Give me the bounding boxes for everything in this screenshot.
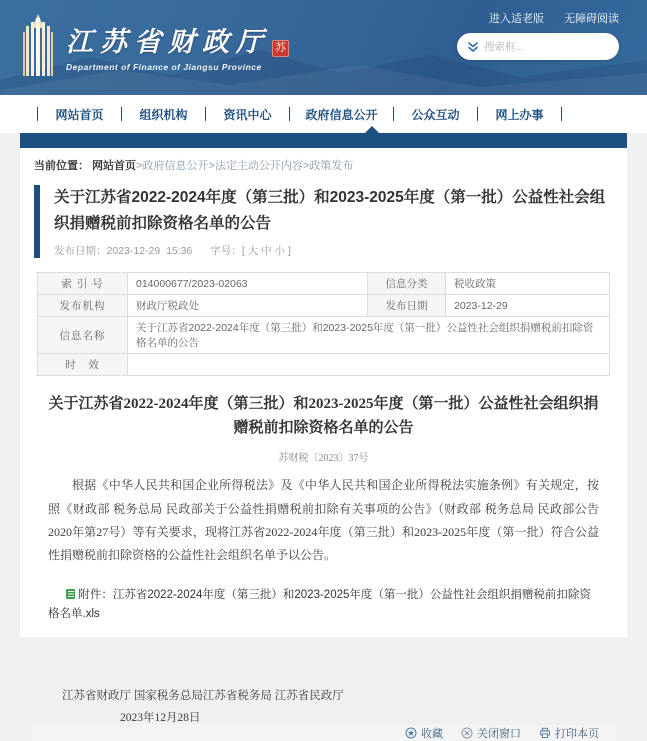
breadcrumb-prefix: 当前位置： (34, 160, 89, 172)
meta-value-info-name: 关于江苏省2022-2024年度（第三批）和2023-2025年度（第一批）公益性社会组织捐赠税前扣除资格名单的公告 (128, 317, 610, 354)
nav-item-public-interaction[interactable] (394, 106, 477, 123)
attachment-link[interactable]: 江苏省2022-2024年度（第三批）和2023-2025年度（第一批）公益性社会组织捐赠税前扣除资格名单.xls (48, 588, 591, 621)
table-row (38, 295, 610, 317)
nav-underline-bar (20, 133, 627, 148)
site-title-english: Department of Finance of Jiangsu Province (66, 62, 262, 72)
publish-date-label: 发布日期： (54, 245, 107, 258)
publish-date: 2023-12-29 (106, 245, 161, 258)
building-icon (18, 14, 58, 78)
publish-meta (54, 243, 613, 258)
printer-icon (539, 727, 551, 739)
breadcrumb-separator: > (208, 160, 215, 172)
breadcrumb (32, 148, 615, 179)
nav-divider (561, 107, 562, 121)
meta-value-issuing-agency: 财政厅税政处 (128, 295, 368, 317)
document-meta-table (37, 272, 610, 376)
table-row (38, 273, 610, 295)
article-body: 根据《中华人民共和国企业所得税法》及《中华人民共和国企业所得税法实施条例》有关规定，按照《财政部 税务总局 民政部关于公益性捐赠税前扣除有关事项的公告》（财政部 税务总局 民政部公告2020年第27号）等有关要求，现将江苏省2022-2024年度（第三批）和2023-2025年度（第一批）符合公益性捐赠税前扣除资格的公益性社会组织名单予以公告。 (48, 478, 599, 563)
print-page-label: 打印本页 (555, 727, 599, 740)
site-banner (0, 0, 647, 95)
elder-version-link[interactable]: 进入适老版 (489, 13, 544, 25)
seal-icon: 苏 (272, 40, 289, 57)
sign-date: 2023年12月28日 (120, 711, 201, 724)
top-utility-links (489, 10, 619, 26)
nav-item-label: 政府信息公开 (305, 107, 378, 122)
active-nav-pointer (365, 126, 379, 133)
page-title: 关于江苏省2022-2024年度（第三批）和2023-2025年度（第一批）公益性社会组织捐赠税前扣除资格名单的公告 (54, 189, 606, 232)
content-card (20, 148, 627, 740)
nav-item-label: 资讯中心 (223, 107, 272, 122)
breadcrumb-policy-release[interactable]: 政策发布 (309, 160, 354, 172)
close-icon (461, 727, 473, 739)
meta-value-validity (128, 354, 610, 376)
site-logo[interactable] (18, 14, 289, 78)
close-window-button[interactable] (461, 725, 521, 741)
nav-item-info-disclosure[interactable] (290, 106, 393, 123)
fontsize-medium-button[interactable]: 中 (261, 245, 272, 258)
nav-item-label: 网上办事 (495, 107, 544, 122)
favorite-label: 收藏 (421, 727, 443, 740)
fontsize-label: 字号： (210, 245, 242, 258)
breadcrumb-separator: > (302, 160, 310, 172)
nav-item-organization[interactable] (122, 106, 205, 123)
nav-item-label: 公众互动 (411, 107, 460, 122)
nav-item-online-services[interactable] (478, 106, 561, 123)
meta-label-category: 信息分类 (368, 273, 446, 295)
breadcrumb-statutory-disclosure[interactable]: 法定主动公开内容 (214, 160, 303, 172)
breadcrumb-home[interactable]: 网站首页 (92, 160, 137, 172)
excel-file-icon (66, 589, 75, 599)
publish-time: 15:36 (166, 245, 193, 258)
meta-label-index-number: 索 引 号 (38, 273, 128, 295)
star-icon (405, 727, 417, 739)
meta-value-publish-date: 2023-12-29 (446, 295, 610, 317)
search-box[interactable] (457, 33, 619, 60)
meta-label-issuing-agency: 发布机构 (38, 295, 128, 317)
favorite-button[interactable] (405, 725, 443, 741)
chevron-double-down-icon[interactable] (466, 40, 480, 54)
print-page-button[interactable] (539, 725, 599, 741)
bracket: [ (241, 245, 245, 258)
breadcrumb-info-disclosure[interactable]: 政府信息公开 (142, 160, 209, 172)
close-window-label: 关闭窗口 (477, 727, 521, 740)
table-row (38, 317, 610, 354)
breadcrumb-separator: > (136, 160, 143, 172)
fontsize-large-button[interactable]: 大 (247, 245, 259, 258)
meta-label-publish-date: 发布日期 (368, 295, 446, 317)
article-document-number: 苏财税〔2023〕37号 (278, 453, 369, 465)
attachment-line (48, 586, 599, 625)
table-row (38, 354, 610, 376)
signers: 江苏省财政厅 国家税务总局江苏省税务局 江苏省民政厅 (62, 689, 344, 702)
article-content (32, 376, 615, 725)
meta-value-index-number: 014000677/2023-02063 (128, 273, 368, 295)
site-title: 江苏省财政厅 (66, 27, 270, 58)
attachment-label: 附件： (78, 588, 113, 601)
nav-item-label: 网站首页 (55, 107, 104, 122)
nav-item-home[interactable] (38, 106, 121, 123)
article-action-bar (32, 725, 615, 741)
accessibility-link[interactable]: 无障碍阅读 (564, 13, 619, 25)
search-input[interactable] (484, 41, 619, 53)
bracket: ] (287, 245, 291, 258)
meta-label-info-name: 信息名称 (38, 317, 128, 354)
nav-item-label: 组织机构 (139, 107, 188, 122)
meta-label-validity: 时 效 (38, 354, 128, 376)
article-title: 关于江苏省2022-2024年度（第三批）和2023-2025年度（第一批）公益性社会组织捐赠税前扣除资格名单的公告 (48, 396, 599, 437)
main-navigation (0, 95, 647, 133)
page-title-block (34, 185, 613, 258)
nav-item-news[interactable] (206, 106, 289, 123)
fontsize-small-button[interactable]: 小 (274, 245, 286, 258)
meta-value-category: 税收政策 (446, 273, 610, 295)
search-icon[interactable] (623, 40, 637, 54)
